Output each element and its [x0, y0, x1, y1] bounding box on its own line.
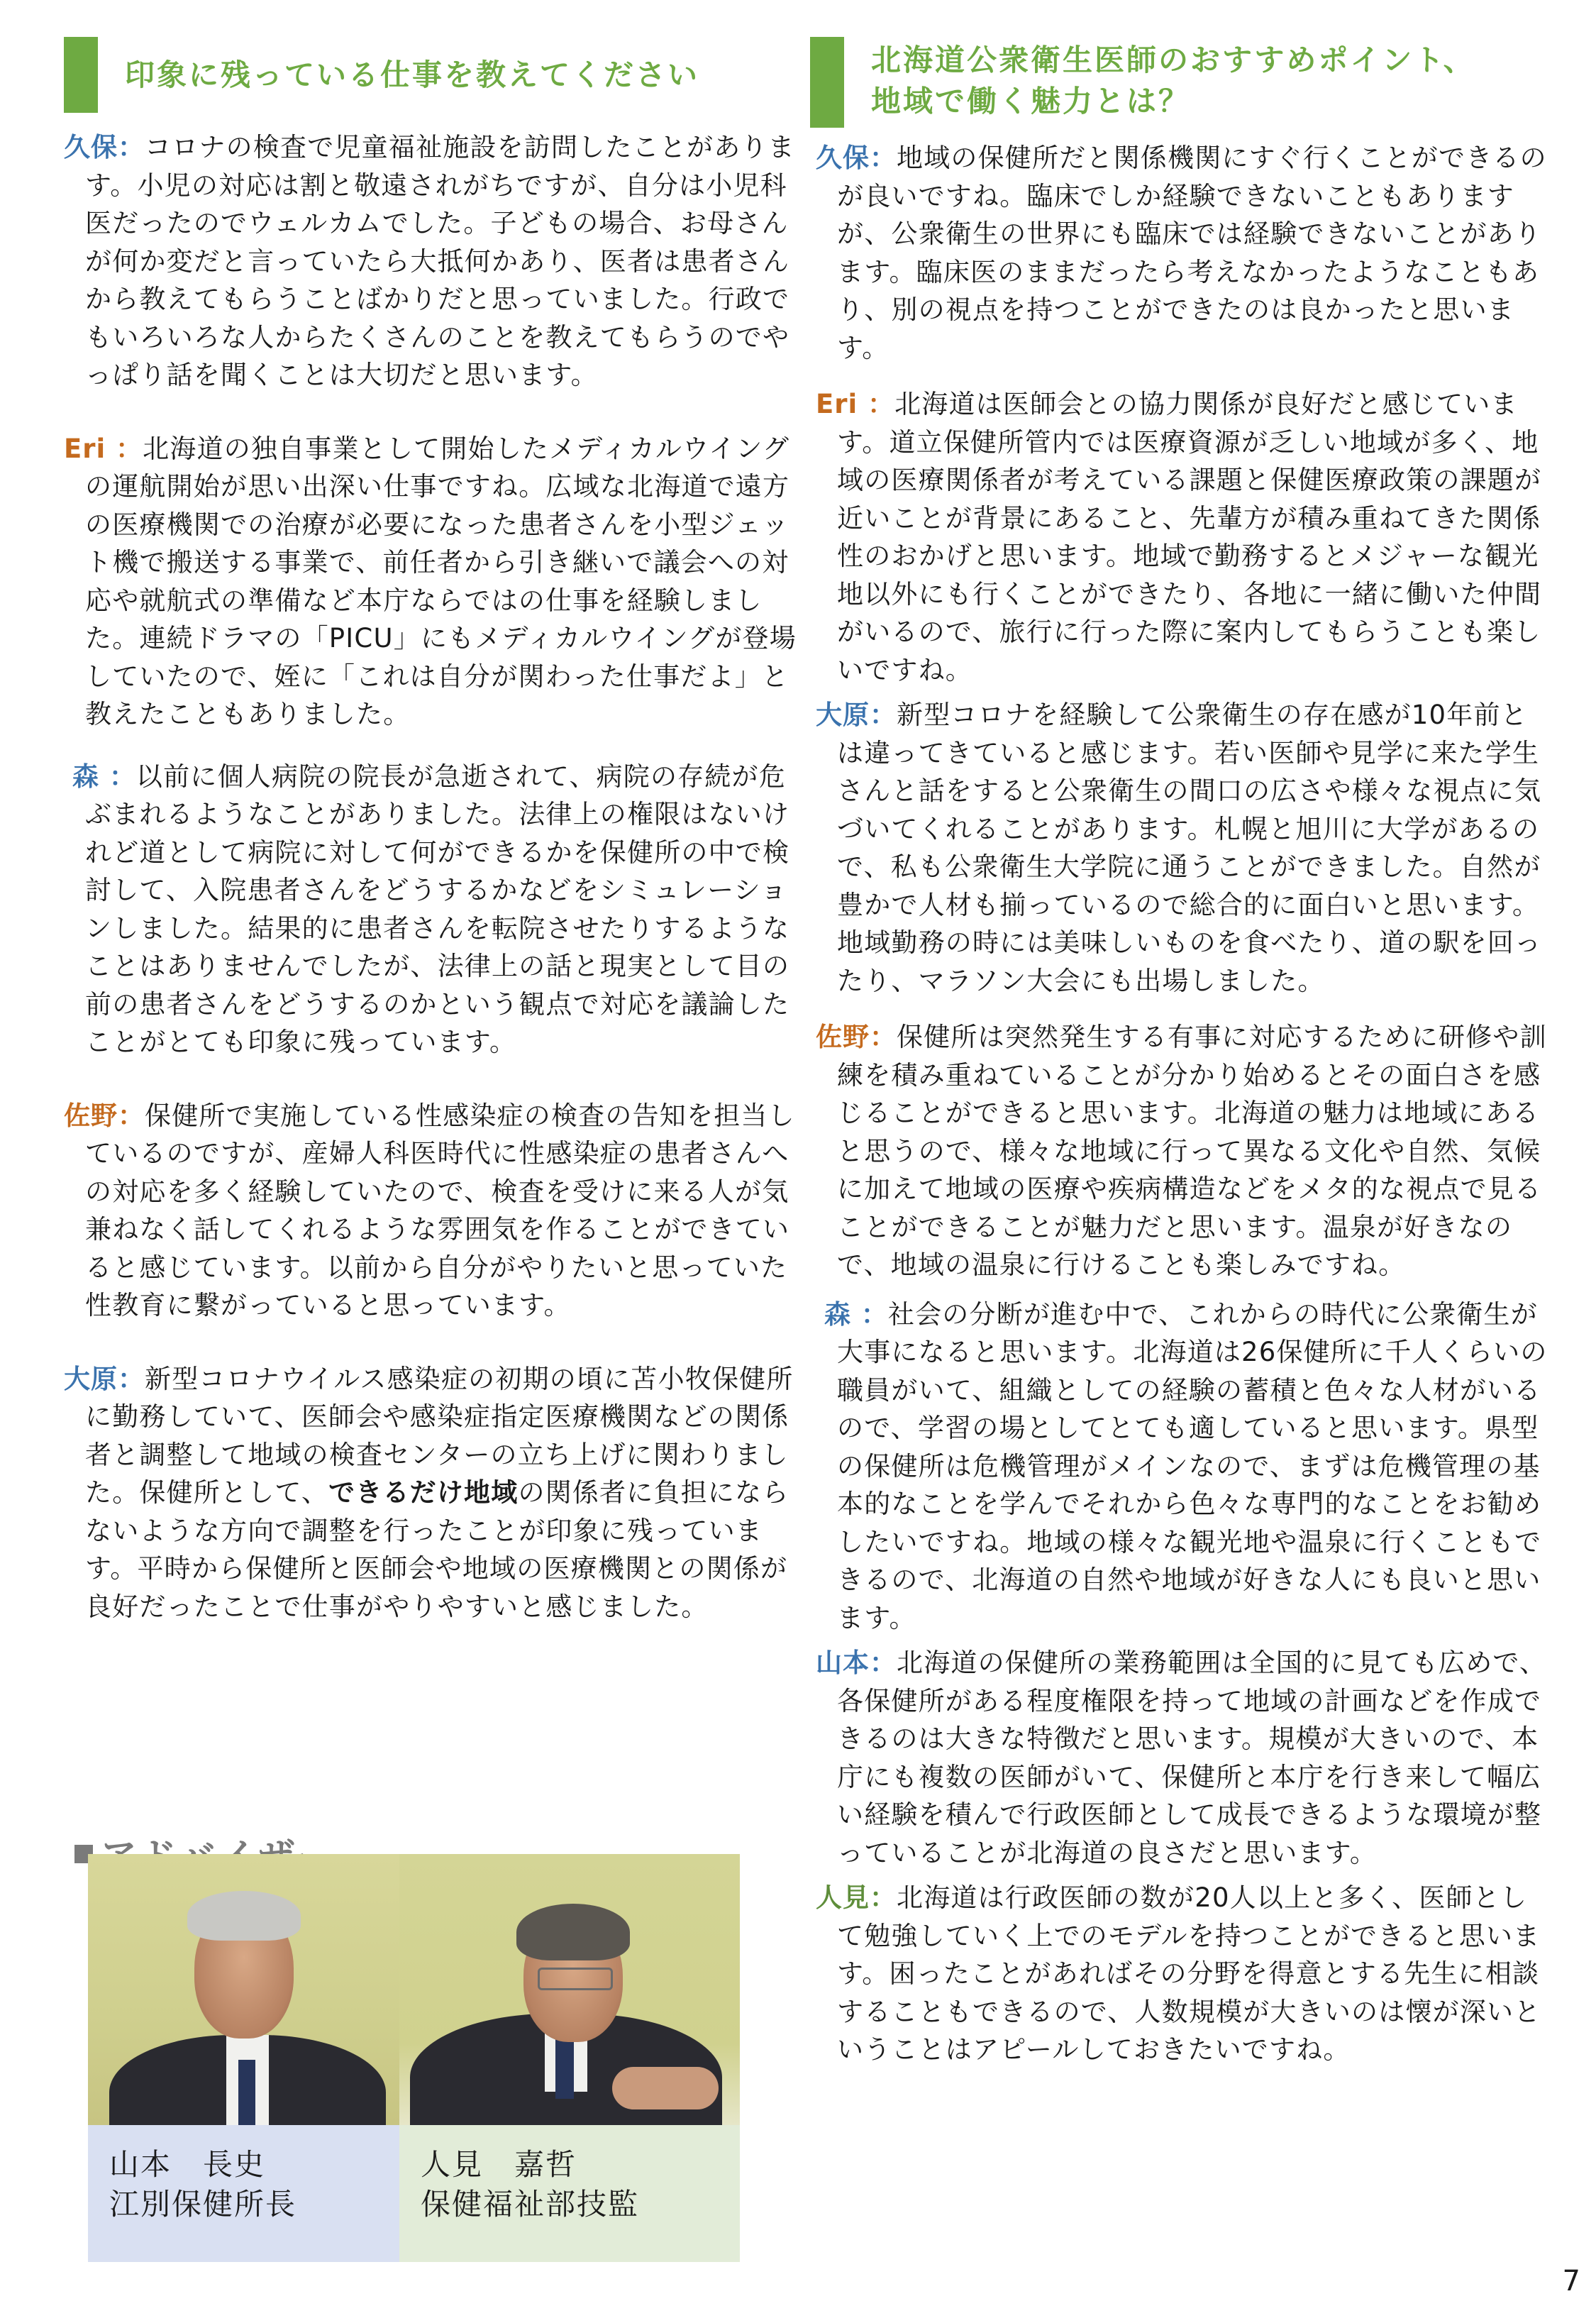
- speaker-label: 大原：: [64, 1363, 145, 1394]
- section-title: 北海道公衆衛生医師のおすすめポイント、 地域で働く魅力とは？: [871, 43, 1475, 118]
- interview-entry-kubo: [64, 128, 802, 395]
- advisor-name-box: [399, 2125, 740, 2262]
- section-title: 印象に残っている仕事を教えてください: [125, 57, 700, 92]
- advisor-position: 保健福祉部技監: [421, 2187, 640, 2222]
- glasses-shape: [538, 1968, 613, 1990]
- interview-entry-eri: [64, 430, 802, 734]
- speaker-label: 森 ：: [72, 761, 136, 792]
- entry-text: 保健所は突然発生する有事に対応するために研修や訓練を積み重ねていることが分かり始めるとその面白さを感じることができると思います。北海道の魅力は地域にあると思うので、様々な地域に行って異なる文化や自然、気候に加えて地域の医療や疾病構造などをメタ的な視点で見ることができることが魅力だと思います。温泉が好きなので、地域の温泉に行けることも楽しみですね。: [837, 1022, 1547, 1280]
- speaker-label: 人見：: [816, 1882, 897, 1913]
- speaker-label: 佐野：: [64, 1100, 145, 1131]
- interview-entry-mori: [64, 758, 802, 1061]
- left-column: [64, 0, 802, 1650]
- page-number: 7: [1562, 2265, 1580, 2297]
- section-heading-recommendations: [816, 37, 1553, 128]
- heading-accent-bar: [64, 37, 98, 113]
- advisor-photo: [88, 1854, 428, 2125]
- entry-text: 北海道の保健所の業務範囲は全国的に見ても広めで、各保健所がある程度権限を持って地域の計画などを作成できるのは大きな特徴だと思います。規模が大きいので、本庁にも複数の医師がいて、保健所と本庁を行き来して幅広い経験を積んで行政医師として成長できるような環境が整っていることが北海道の良さだと思います。: [837, 1648, 1547, 1868]
- interview-entry-eri: [816, 385, 1553, 689]
- interview-entry-sano: [64, 1097, 802, 1325]
- entry-text: 新型コロナウイルス感染症の初期の頃に苫小牧保健所に勤務していて、医師会や感染症指定医療機関などの関係者と調整して地域の検査センターの立ち上げに関わりました。保健所として、: [85, 1363, 794, 1508]
- advisor-name: 山本 長史: [109, 2147, 266, 2182]
- section-heading-memorable-work: [64, 37, 802, 113]
- interview-entry-sano: [816, 1018, 1553, 1284]
- advisor-name: 人見 嘉哲: [421, 2147, 577, 2182]
- interview-entry-ohara: [64, 1360, 802, 1626]
- speaker-label: 久保：: [64, 132, 145, 162]
- entry-text: 北海道の独自事業として開始したメディカルウイングの運航開始が思い出深い仕事ですね。広域な北海道で遠方の医療機関での治療が必要になった患者さんを小型ジェット機で搬送する事業で、前任者から引き継いで議会への対応や就航式の準備など本庁ならではの仕事を経験しました。連続ドラマの「PICU」にもメディカルウイングが登場していたので、姪に「これは自分が関わった仕事だよ」と教えたこともありました。: [85, 433, 797, 729]
- entry-text: 新型コロナを経験して公衆衛生の存在感が10年前とは違ってきていると感じます。若い医師や見学に来た学生さんと話をすると公衆衛生の間口の広さや様々な視点に気づいてくれることがあります。札幌と旭川に大学があるので、私も公衆衛生大学院に通うことができました。自然が豊かで人材も揃っているので総合的に面白いと思います。地域勤務の時には美味しいものを食べたり、道の駅を回ったり、マラソン大会にも出場しました。: [837, 700, 1542, 996]
- entry-text: 地域の保健所だと関係機関にすぐ行くことができるのが良いですね。臨床でしか経験できないこともありますが、公衆衛生の世界にも臨床では経験できないことがあります。臨床医のままだったら考えなかったようなこともあり、別の視点を持つことができたのは良かったと思います。: [837, 143, 1547, 363]
- interview-entry-yamamoto: [816, 1644, 1553, 1872]
- entry-text: 保健所で実施している性感染症の検査の告知を担当しているのですが、産婦人科医時代に性感染症の患者さんへの対応を多く経験していたので、検査を受けに来る人が気兼ねなく話してくれるような雰囲気を作ることができていると感じています。以前から自分がやりたいと思っていた性教育に繋がっていると思っています。: [85, 1100, 795, 1320]
- advisor-photo: [399, 1854, 740, 2125]
- interview-entry-hitomi: [816, 1879, 1553, 2069]
- speaker-label: 久保：: [816, 143, 897, 173]
- advisor-card-hitomi: [399, 1854, 740, 2262]
- entry-text-bold: できるだけ地域: [328, 1477, 519, 1508]
- entry-text: 北海道は行政医師の数が20人以上と多く、医師として勉強していく上でのモデルを持つことができると思います。困ったことがあればその分野を得意とする先生に相談することもできるので、人数規模が大きいのは懐が深いということはアピールしておきたいですね。: [837, 1882, 1541, 2065]
- right-column: [816, 0, 1553, 2093]
- entry-text: 北海道は医師会との協力関係が良好だと感じています。道立保健所管内では医療資源が乏しい地域が多く、地域の医療関係者が考えている課題と保健医療政策の課題が近いことが背景にあること、先輩方が積み重ねてきた関係性のおかげと思います。地域で勤務するとメジャーな観光地以外にも行くことができたり、各地に一緒に働いた仲間がいるので、旅行に行った際に案内してもらうことも楽しいですね。: [837, 389, 1542, 685]
- speaker-label: 大原：: [816, 700, 897, 730]
- entry-text: 社会の分断が進む中で、これからの時代に公衆衛生が大事になると思います。北海道は26保健所に千人くらいの職員がいて、組織としての経験の蓄積と色々な人材がいるので、学習の場としてとても適していると思います。県型の保健所は危機管理がメインなので、まずは危機管理の基本的なことを学んでそれから色々な専門的なことをお勧めしたいですね。地域の様々な観光地や温泉に行くこともできるので、北海道の自然や地域が好きな人にも良いと思います。: [837, 1298, 1548, 1633]
- advisor-position: 江別保健所長: [109, 2187, 297, 2222]
- hands-shape: [612, 2067, 719, 2109]
- entry-text: コロナの検査で児童福祉施設を訪問したことがあります。小児の対応は割と敬遠されがちですが、自分は小児科医だったのでウェルカムでした。子どもの場合、お母さんが何か変だと言っていたら大抵何かあり、医者は患者さんから教えてもらうことばかりだと思っていました。行政でもいろいろな人からたくさんのことを教えてもらうのでやっぱり話を聞くことは大切だと思います。: [85, 132, 795, 390]
- entry-text: 以前に個人病院の院長が急逝されて、病院の存続が危ぶまれるようなことがありました。法律上の権限はないけれど道として病院に対して何ができるかを保健所の中で検討して、入院患者さんをどうするかなどをシミュレーションしました。結果的に患者さんを転院させたりするようなことはありませんでしたが、法律上の話と現実として目の前の患者さんをどうするのかという観点で対応を議論したことがとても印象に残っています。: [85, 761, 790, 1057]
- speaker-label: 森 ：: [824, 1298, 888, 1330]
- interview-entry-mori: [816, 1296, 1553, 1638]
- speaker-label: Eri ：: [64, 433, 143, 464]
- speaker-label: Eri ：: [816, 389, 895, 419]
- interview-entry-kubo: [816, 139, 1553, 367]
- speaker-label: 佐野：: [816, 1022, 897, 1052]
- entry-text: の関係者に負担にならないような方向で調整を行ったことが印象に残っています。平時から保健所と医師会や地域の医療機関との関係が良好だったことで仕事がやりやすいと感じました。: [85, 1477, 789, 1622]
- heading-accent-bar: [810, 37, 844, 128]
- interview-entry-ohara: [816, 696, 1553, 1000]
- advisor-name-box: [88, 2125, 428, 2262]
- speaker-label: 山本：: [816, 1648, 897, 1678]
- advisor-card-yamamoto: [88, 1854, 428, 2262]
